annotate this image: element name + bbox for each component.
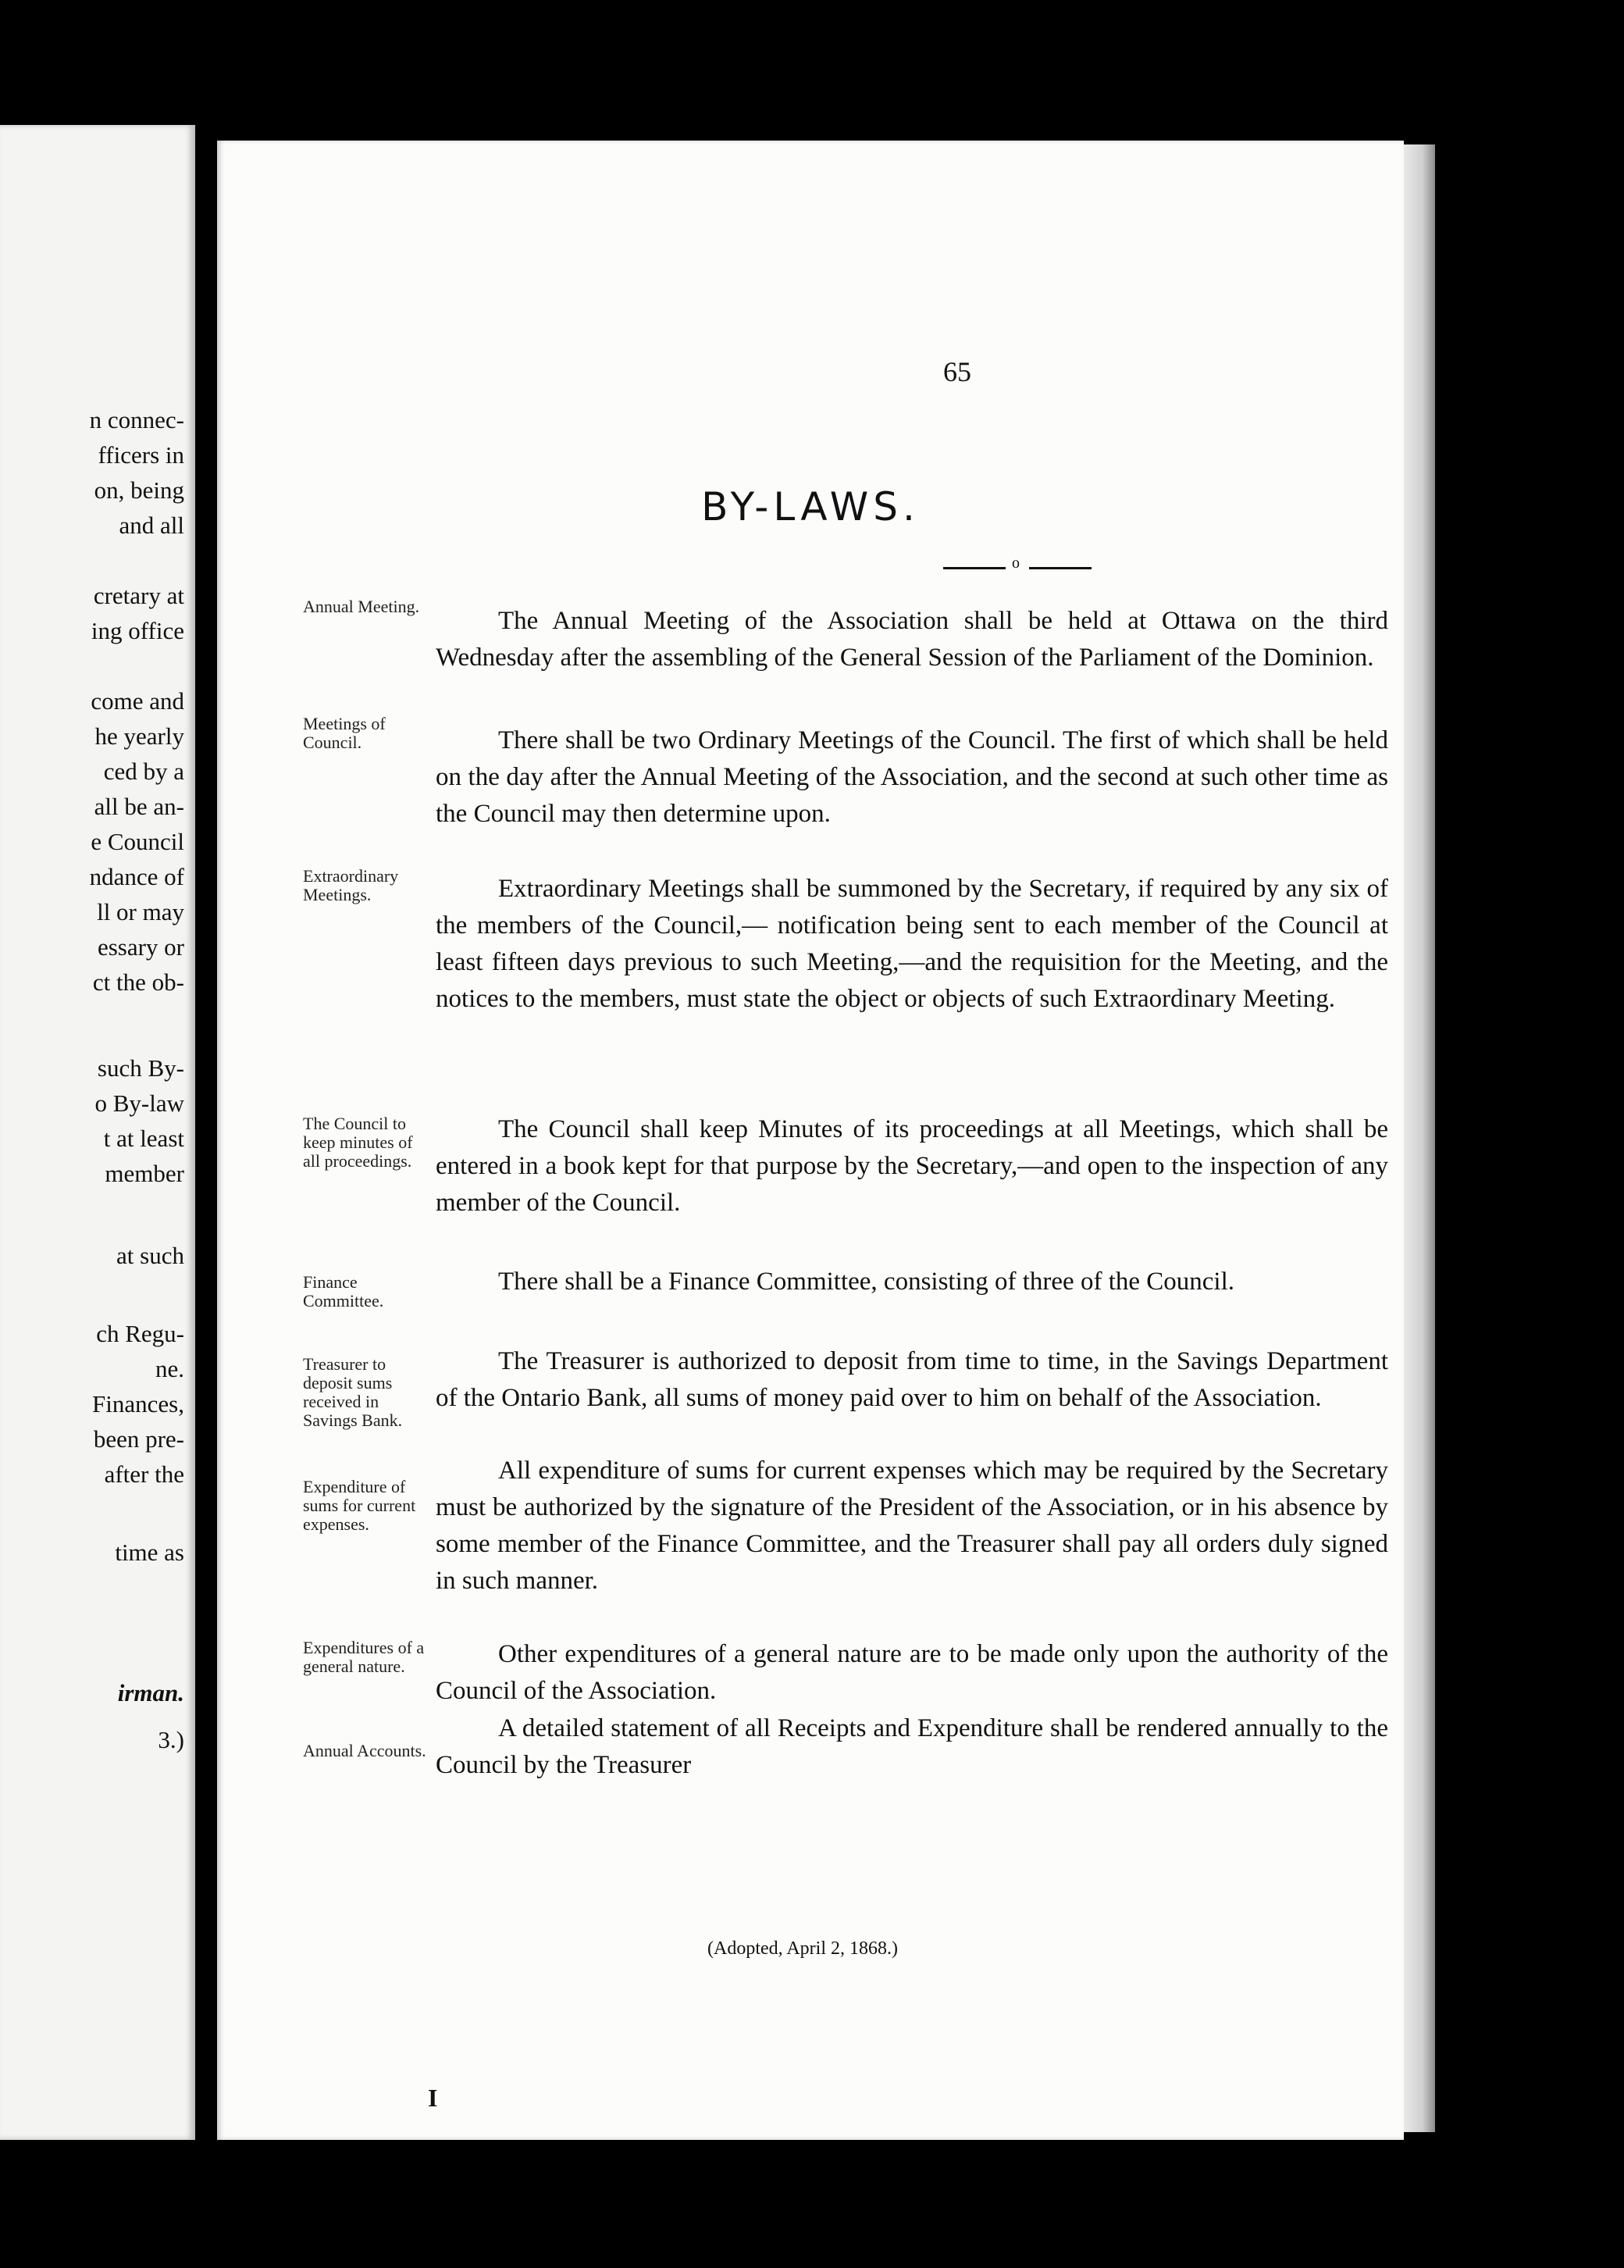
left-page-line: time as — [115, 1539, 184, 1566]
margin-note: Annual Accounts. — [303, 1741, 426, 1760]
bylaw-paragraph: The Council shall keep Minutes of its proceedings at all Meetings, which shall be entered in a book kept for that purpose by the Secretary,—and open to the inspection of any member of the Council. — [436, 1115, 1388, 1217]
book-page — [217, 141, 1404, 2140]
bylaw-paragraph: Extraordinary Meetings shall be summoned by the Secretary, if required by any six of the members of the Council,— notification being sent to each member of the Council at least fifteen days previous to such Meeting,—and the requisition for the Meeting, and the notices to the members, must state the object or objects of such Extraordinary Meeting. — [436, 875, 1388, 1013]
margin-note: Finance Committee. — [303, 1272, 384, 1311]
margin-note: Meetings of Council. — [303, 714, 386, 752]
left-page-line: ced by a — [103, 758, 184, 785]
margin-note: The Council to keep minutes of all proceedings. — [303, 1114, 413, 1171]
left-page-line: at such — [116, 1242, 184, 1269]
left-page-line: been pre- — [93, 1425, 184, 1453]
left-page-line: irman. — [117, 1679, 184, 1706]
page-edge — [1404, 144, 1435, 2132]
left-page-line: ne. — [155, 1355, 184, 1382]
left-page-line: t at least — [103, 1125, 184, 1152]
left-page-line: e Council — [91, 828, 184, 855]
left-page-line: he yearly — [94, 722, 184, 750]
left-page-line: after the — [104, 1460, 184, 1488]
left-page-line: fficers in — [98, 441, 184, 469]
left-page-line: such By- — [97, 1054, 184, 1082]
divider-mark: o — [1012, 555, 1020, 572]
left-page-line: on, being — [94, 476, 184, 504]
margin-note: Expenditure of sums for current expenses. — [303, 1477, 416, 1534]
left-page-line: come and — [91, 687, 184, 715]
bylaw-paragraph: The Treasurer is authorized to deposit from time to time, in the Savings Department of the Ontario Bank, all sums of money paid over to him on behalf of the Association. — [436, 1347, 1388, 1412]
left-page-line: ch Regu- — [96, 1320, 184, 1347]
bylaw-paragraph: A detailed statement of all Receipts and Expenditure shall be rendered annually to the Council by the Treasurer — [436, 1714, 1388, 1779]
left-page-line: 3.) — [158, 1726, 184, 1753]
left-page-line: ing office — [91, 617, 184, 644]
margin-note: Treasurer to deposit sums received in Savings Bank. — [303, 1354, 403, 1430]
margin-note: Annual Meeting. — [303, 597, 420, 616]
page-title: BY-LAWS. — [701, 484, 920, 530]
left-page-line: o By-law — [94, 1089, 184, 1117]
bylaw-paragraph: All expenditure of sums for current expenses which may be required by the Secretary must be authorized by the signature of the President of the Association, or in his absence by some member of the Finance Committee, and the Treasurer shall pay all orders duly signed in such manner. — [436, 1457, 1388, 1595]
left-page-line: and all — [119, 512, 184, 539]
left-page-line: n connec- — [89, 406, 184, 433]
title-divider — [943, 555, 1092, 575]
left-page-line: member — [105, 1160, 184, 1187]
left-page-line: all be an- — [94, 793, 184, 820]
left-page-line: cretary at — [93, 582, 184, 609]
left-page-line: ll or may — [97, 898, 184, 925]
bylaw-paragraph: There shall be a Finance Committee, consisting of three of the Council. — [498, 1268, 1234, 1296]
left-page-line: ct the ob- — [92, 968, 184, 996]
left-page-line: ndance of — [89, 863, 184, 890]
left-page-line: essary or — [97, 933, 184, 961]
signature-mark: I — [428, 2084, 438, 2112]
bylaw-paragraph: The Annual Meeting of the Association shall be held at Ottawa on the third Wednesday after the assembling of the General Session of the Parliament of the Dominion. — [436, 607, 1388, 672]
bylaw-paragraph: There shall be two Ordinary Meetings of the Council. The first of which shall be held on the day after the Annual Meeting of the Association, and the second at such other time as the Council may then determine upon. — [436, 726, 1388, 828]
page-number: 65 — [943, 356, 971, 387]
left-page-line: Finances, — [92, 1390, 184, 1418]
bylaw-paragraph: Other expenditures of a general nature are to be made only upon the authority of the Council of the Association. — [436, 1640, 1388, 1705]
margin-note: Extraordinary Meetings. — [303, 866, 399, 904]
left-facing-page — [0, 125, 195, 2140]
margin-note: Expenditures of a general nature. — [303, 1638, 425, 1676]
adopted-date: (Adopted, April 2, 1868.) — [707, 1938, 898, 1959]
